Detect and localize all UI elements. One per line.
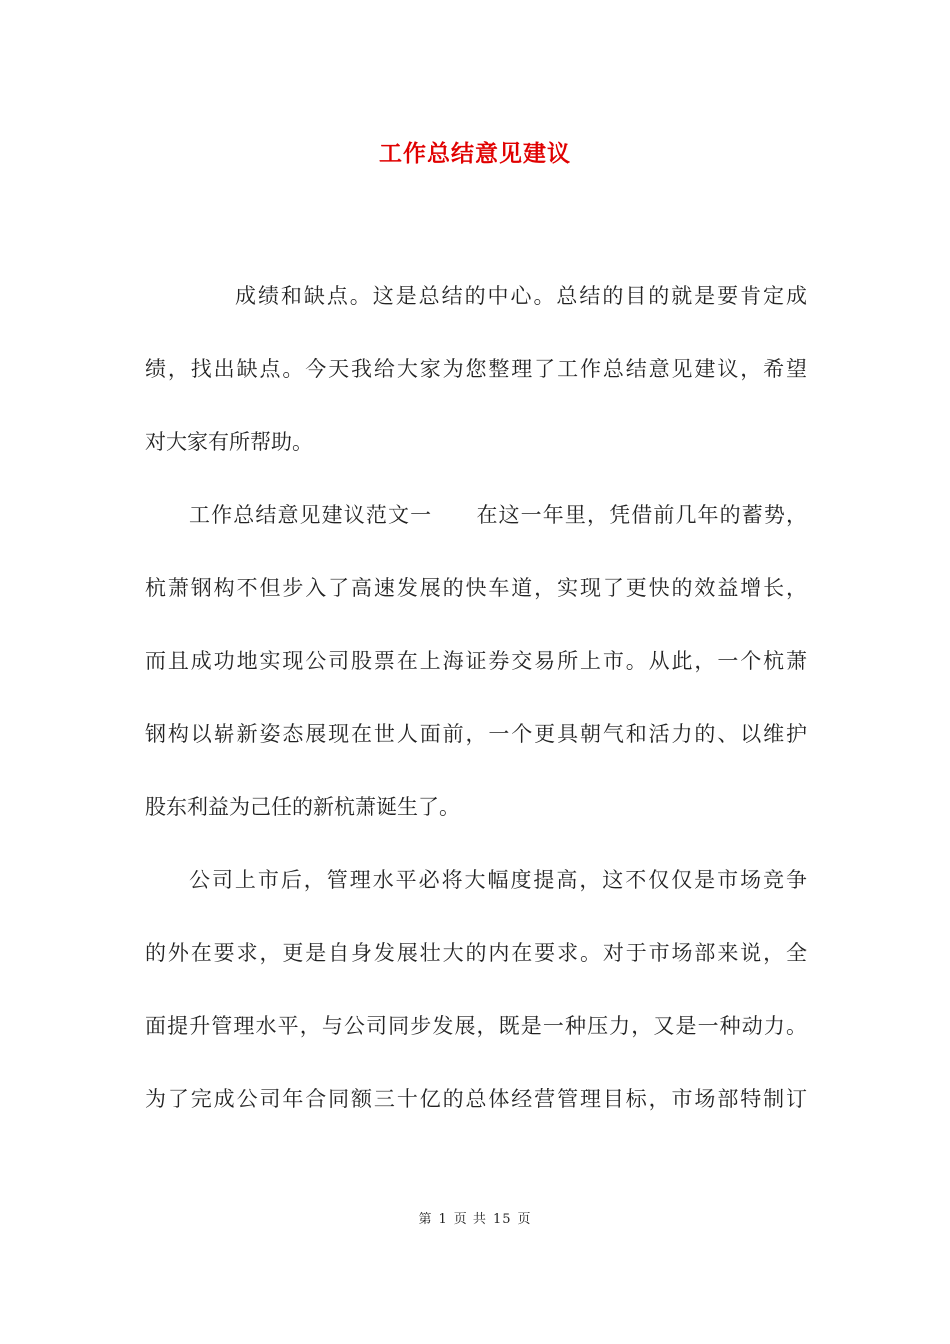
body-line: 而且成功地实现公司股票在上海证券交易所上市。从此，一个杭萧 — [145, 649, 807, 673]
document-title: 工作总结意见建议 — [379, 140, 571, 167]
footer-total-pages: 15 — [492, 1212, 512, 1227]
body-line: 面提升管理水平，与公司同步发展，既是一种压力，又是一种动力。 — [145, 1014, 807, 1038]
body-line: 股东利益为己任的新杭萧诞生了。 — [145, 795, 460, 819]
body-line: 成绩和缺点。这是总结的中心。总结的目的就是要肯定成 — [235, 284, 807, 308]
footer-suffix: 页 — [517, 1212, 532, 1227]
footer-prefix: 第 — [418, 1212, 433, 1227]
footer-current-page: 1 — [438, 1212, 448, 1227]
footer-middle: 页 共 — [453, 1212, 487, 1227]
body-line: 工作总结意见建议范文一 在这一年里，凭借前几年的蓄势， — [189, 503, 807, 527]
body-line: 公司上市后，管理水平必将大幅度提高，这不仅仅是市场竞争 — [189, 868, 807, 892]
body-line: 的外在要求，更是自身发展壮大的内在要求。对于市场部来说，全 — [145, 941, 807, 965]
page-footer — [0, 1208, 950, 1227]
body-line: 杭萧钢构不但步入了高速发展的快车道，实现了更快的效益增长， — [145, 576, 807, 600]
body-line: 绩，找出缺点。今天我给大家为您整理了工作总结意见建议，希望 — [145, 357, 807, 381]
body-line: 为了完成公司年合同额三十亿的总体经营管理目标，市场部特制订 — [145, 1087, 807, 1111]
body-line: 对大家有所帮助。 — [145, 430, 313, 454]
body-line: 钢构以崭新姿态展现在世人面前，一个更具朝气和活力的、以维护 — [145, 722, 807, 746]
